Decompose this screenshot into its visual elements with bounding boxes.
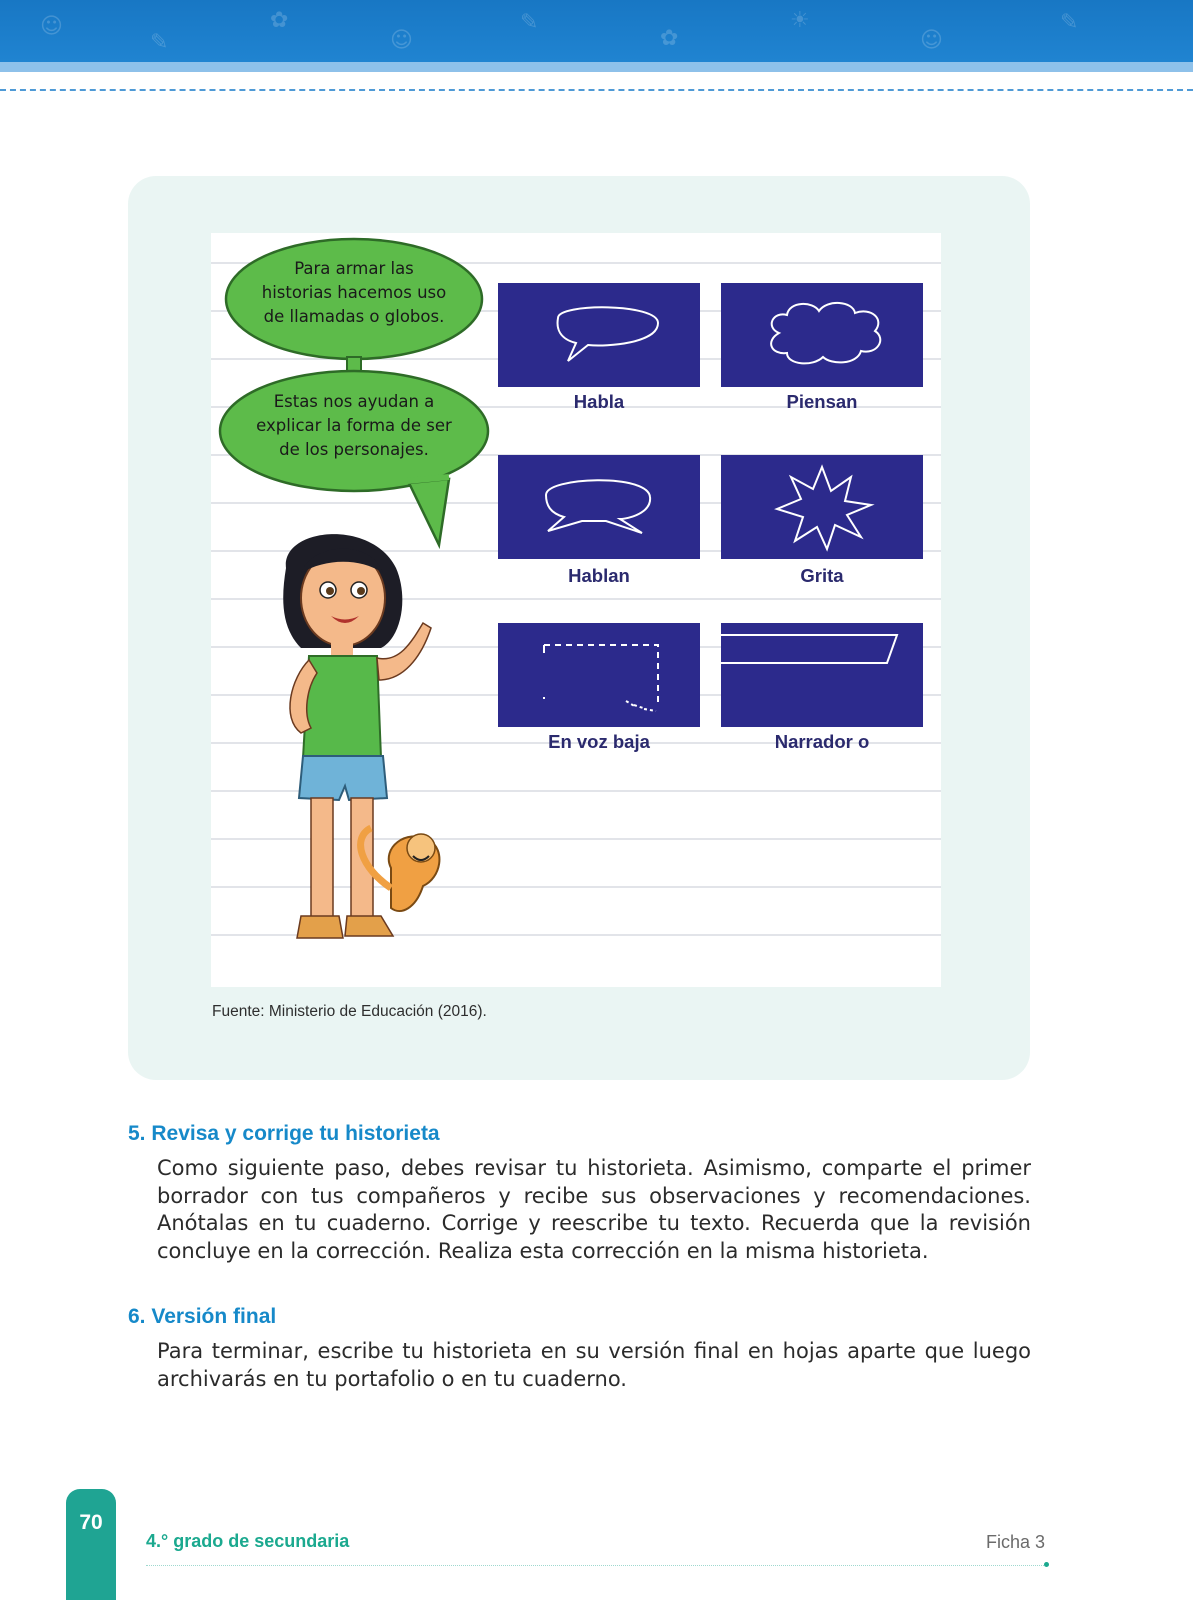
figure-source-caption: Fuente: Ministerio de Educación (2016). [212,1003,487,1020]
bubble-line: de los personajes. [279,440,429,459]
whisper-dashed-balloon-icon [498,623,700,727]
doodle-icon: ✎ [520,10,539,35]
section-title-revisa: 5. Revisa y corrige tu historieta [128,1122,440,1145]
footer-divider [146,1565,1044,1566]
bubble-line: historias hacemos uso [261,283,447,302]
balloon-panel-piensan [721,283,923,387]
comic-illustration [211,233,941,987]
balloon-label: Grita [800,565,844,586]
balloon-panel-habla [498,283,700,387]
doodle-icon: ✿ [660,26,679,51]
footer-ficha: Ficha 3 [985,1532,1045,1552]
bubble-line: de llamadas o globos. [263,307,445,326]
doodle-icon: ☀ [790,8,810,33]
balloon-label: Habla [573,391,625,412]
section-body-version-final: Para terminar, escribe tu historieta en su versión final en hojas aparte que luego archivarás en tu portafolio o en tu cuaderno. [157,1339,1031,1391]
balloon-label: En voz baja [548,731,650,752]
doodle-icon: ☺ [390,28,413,53]
doodle-icon: ✎ [150,30,169,55]
doodle-icon: ✿ [270,8,289,33]
doodle-icon: ☺ [920,28,943,53]
top-banner [0,0,1193,72]
shared-speech-balloon-icon [498,455,700,559]
girl-character-illustration [231,528,521,983]
narrator-box-icon [721,623,923,727]
bubble-line: Estas nos ayudan a [273,392,435,411]
section-body-revisa: Como siguiente paso, debes revisar tu historieta. Asimismo, comparte el primer borrador con tus compañeros y recibe sus observaciones y recomendaciones. Anótalas en tu cuaderno. Corrige y reescribe tu texto. Recuerda que la revisión concluye en la corrección. Realiza esta corrección en la misma historieta. [157,1156,1031,1263]
bubble-text-bottom [233,390,475,462]
balloon-label: Narrador o [774,731,870,752]
page-number: 70 [79,1511,103,1534]
thought-cloud-icon [721,283,923,387]
doodle-icon: ☺ [40,14,63,39]
footer-dot [1044,1562,1049,1567]
balloon-panel-grita [721,455,923,559]
balloon-label: Hablan [568,565,630,586]
speech-balloon-icon [498,283,700,387]
section-title-version-final: 6. Versión final [128,1305,277,1328]
balloon-panel-en-voz-baja [498,623,700,727]
page-number-tab [66,1489,116,1600]
balloon-label: Piensan [786,391,858,412]
bubble-line: explicar la forma de ser [256,416,452,435]
banner-strip [0,62,1193,72]
header-divider [0,89,1193,91]
doodle-icon: ✎ [1060,10,1079,35]
balloon-panel-narrador [721,623,923,727]
balloon-panel-hablan [498,455,700,559]
bubble-line: Para armar las [294,259,414,278]
bubble-text-top [241,257,467,329]
footer-grade: 4.° grado de secundaria [146,1531,350,1551]
shout-star-icon [721,455,923,559]
